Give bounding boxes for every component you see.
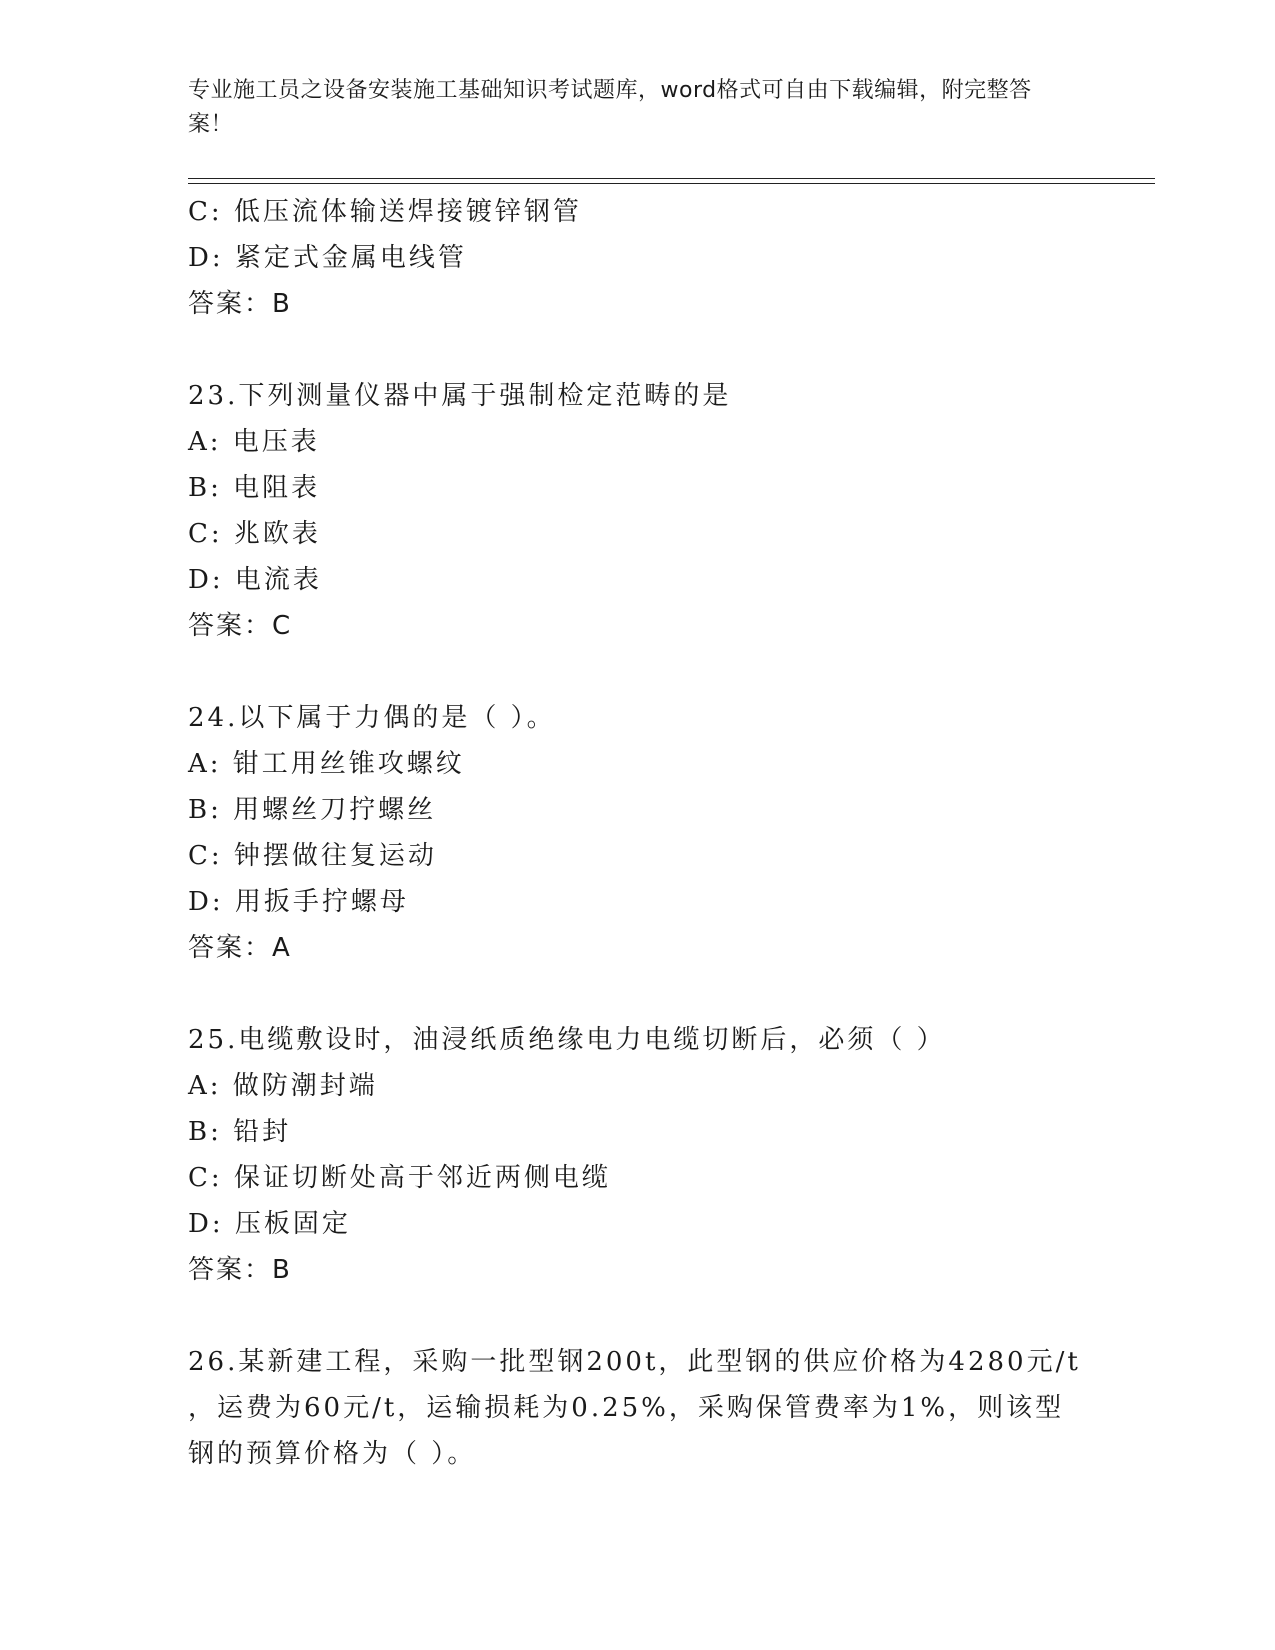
option-b: B: 电阻表: [188, 473, 321, 503]
option-d: D: 用扳手拧螺母: [188, 887, 409, 917]
question-23: [188, 373, 1088, 649]
question-stem: 25.电缆敷设时，油浸纸质绝缘电力电缆切断后，必须（ ）: [188, 1025, 946, 1055]
option-c: C: 低压流体输送焊接镀锌钢管: [188, 197, 582, 227]
question-24: [188, 695, 1088, 971]
header-divider-bottom: [188, 183, 1155, 184]
question-stem-line-1: 26.某新建工程，采购一批型钢200t，此型钢的供应价格为4280元/t: [188, 1347, 1081, 1377]
option-b: B: 用螺丝刀拧螺丝: [188, 795, 437, 825]
option-a: A: 钳工用丝锥攻螺纹: [188, 749, 465, 779]
answer-line: 答案：A: [188, 933, 292, 963]
header-divider-top: [188, 178, 1155, 179]
spacer: [188, 327, 1088, 373]
option-b: B: 铅封: [188, 1117, 292, 1147]
question-stem: 23.下列测量仪器中属于强制检定范畴的是: [188, 381, 732, 411]
answer-line: 答案：B: [188, 1255, 292, 1285]
option-d: D: 紧定式金属电线管: [188, 243, 467, 273]
option-c: C: 兆欧表: [188, 519, 321, 549]
document-header: 专业施工员之设备安装施工基础知识考试题库，word格式可自由下载编辑，附完整答案！: [188, 78, 1032, 137]
option-a: A: 做防潮封端: [188, 1071, 378, 1101]
option-c: C: 钟摆做往复运动: [188, 841, 437, 871]
spacer: [188, 971, 1088, 1017]
question-26: [188, 1339, 1088, 1477]
option-d: D: 压板固定: [188, 1209, 351, 1239]
spacer: [188, 649, 1088, 695]
option-a: A: 电压表: [188, 427, 320, 457]
option-d: D: 电流表: [188, 565, 322, 595]
question-stem-line-3: 钢的预算价格为（ ）。: [188, 1439, 477, 1469]
spacer: [188, 1293, 1088, 1339]
question-fragment: [188, 189, 1088, 327]
question-25: [188, 1017, 1088, 1293]
option-c: C: 保证切断处高于邻近两侧电缆: [188, 1163, 611, 1193]
answer-line: 答案：C: [188, 611, 293, 641]
document-body: [188, 189, 1088, 1477]
answer-line: 答案：B: [188, 289, 292, 319]
question-stem-line-2: ，运费为60元/t，运输损耗为0.25%，采购保管费率为1%，则该型: [188, 1393, 1065, 1423]
question-stem: 24.以下属于力偶的是（ ）。: [188, 703, 556, 733]
